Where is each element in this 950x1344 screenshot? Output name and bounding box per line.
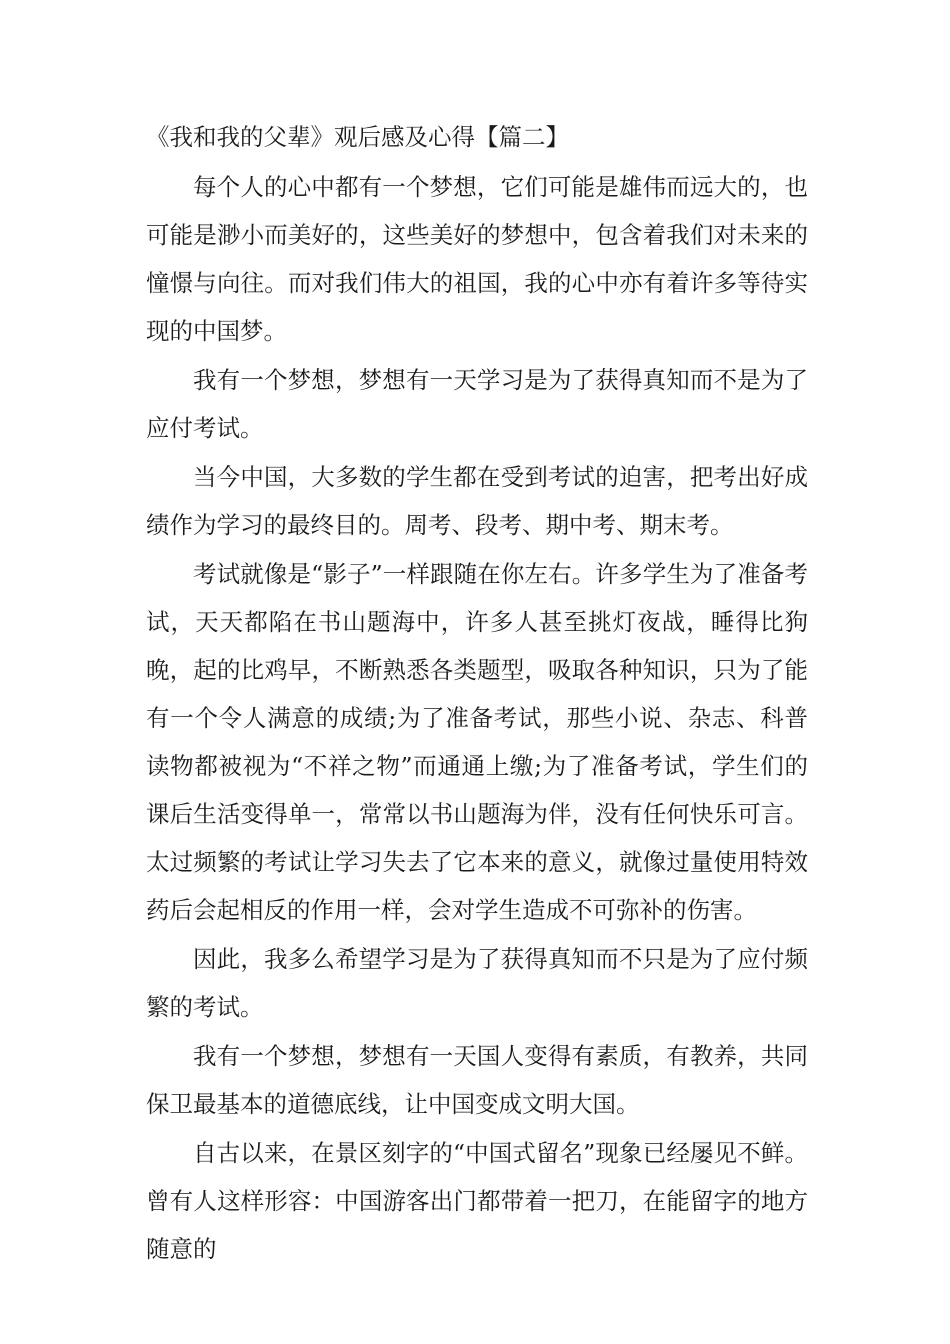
paragraph: 我有一个梦想，梦想有一天国人变得有素质，有教养，共同保卫最基本的道德底线，让中国变成文明大国。 — [146, 1042, 808, 1118]
document-title: 《我和我的父辈》观后感及心得【篇二】 — [146, 123, 569, 151]
paragraph: 每个人的心中都有一个梦想，它们可能是雄伟而远大的，也可能是渺小而美好的，这些美好的梦想中，包含着我们对未来的憧憬与向往。而对我们伟大的祖国，我的心中亦有着许多等待实现的中国梦。 — [146, 173, 808, 345]
paragraph: 自古以来，在景区刻字的“中国式留名”现象已经屡见不鲜。曾有人这样形容：中国游客出门都带着一把刀，在能留字的地方随意的 — [146, 1139, 808, 1263]
document-body — [146, 113, 808, 1273]
paragraph: 当今中国，大多数的学生都在受到考试的迫害，把考出好成绩作为学习的最终目的。周考、段考、期中考、期末考。 — [146, 463, 808, 539]
paragraph: 我有一个梦想，梦想有一天学习是为了获得真知而不是为了应付考试。 — [146, 366, 808, 442]
paragraph: 因此，我多么希望学习是为了获得真知而不只是为了应付频繁的考试。 — [146, 945, 808, 1021]
paragraph: 考试就像是“影子”一样跟随在你左右。许多学生为了准备考试，天天都陷在书山题海中，许多人甚至挑灯夜战，睡得比狗晚，起的比鸡早，不断熟悉各类题型，吸取各种知识，只为了能有一个令人满意的成绩;为了准备考试，那些小说、杂志、科普读物都被视为“不祥之物”而通通上缴;为了准备考试，学生们的课后生活变得单一，常常以书山题海为伴，没有任何快乐可言。太过频繁的考试让学习失去了它本来的意义，就像过量使用特效药后会起相反的作用一样，会对学生造成不可弥补的伤害。 — [146, 560, 808, 924]
